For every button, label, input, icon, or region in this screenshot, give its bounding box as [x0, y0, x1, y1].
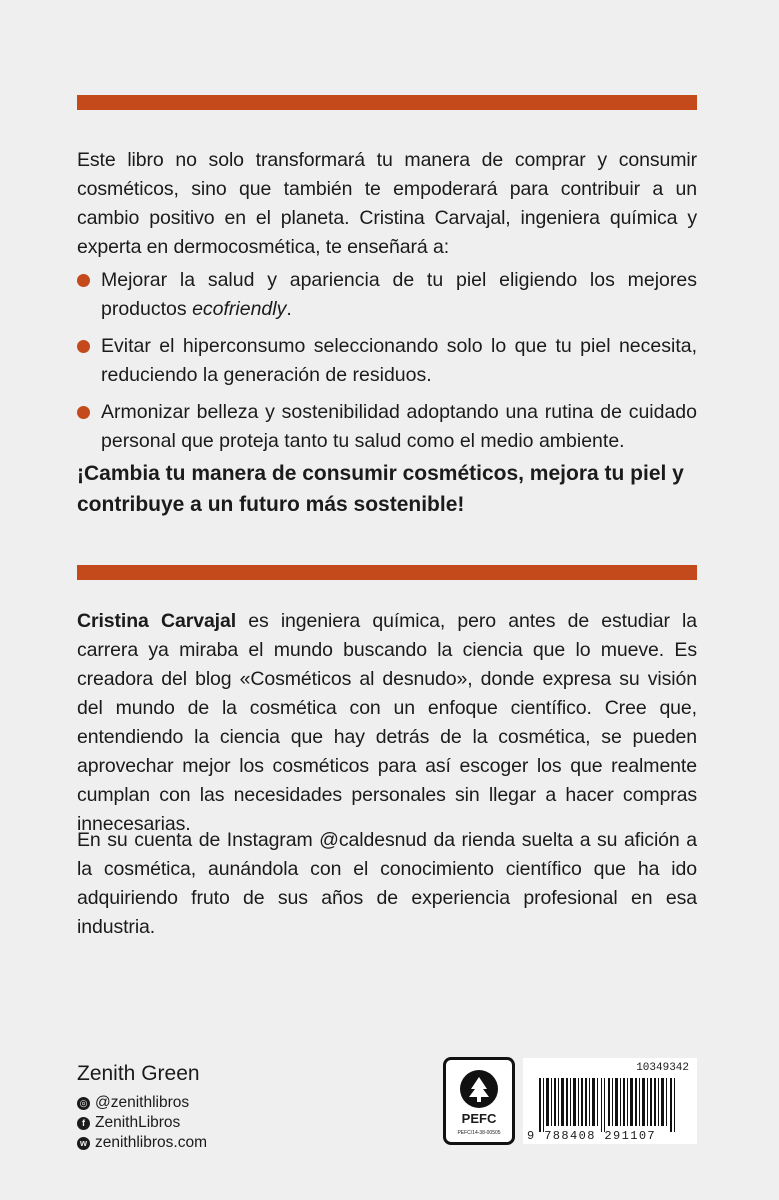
- author-name: Cristina Carvajal: [77, 610, 237, 632]
- barcode-internal-number: 10349342: [636, 1062, 689, 1074]
- intro-paragraph: Este libro no solo transformará tu manera de comprar y consumir cosméticos, sino que también te empoderará para contribuir a un cambio positivo en el planeta. Cristina Carvajal, ingeniera química y experta en dermocosmética, te enseñará a:: [77, 149, 697, 258]
- list-item: Mejorar la salud y apariencia de tu piel eligiendo los mejores productos ecofriendly.: [77, 266, 697, 324]
- pefc-certification-logo: [443, 1057, 515, 1145]
- web-icon: w: [77, 1137, 90, 1150]
- list-item: Armonizar belleza y sostenibilidad adoptando una rutina de cuidado personal que proteja tanto tu salud como el medio ambiente.: [77, 398, 697, 456]
- pefc-tree-icon: [460, 1070, 498, 1108]
- author-bio: Cristina Carvajal es ingeniera química, pero antes de estudiar la carrera ya miraba el mundo buscando la ciencia que lo mueve. Es creadora del blog «Cosméticos al desnudo», donde expresa su visión del mundo de la cosmética con un enfoque científico. Cree que, entendiendo la ciencia que hay detrás de la cosmética, se pueden aprovechar mejor los cosméticos para así escoger los que realmente cumplan con las necesidades personales sin llegar a hacer compras innecesarias.: [77, 610, 697, 835]
- pefc-code: PEFC/14-38-00505: [457, 1130, 501, 1136]
- instagram-icon: ◎: [77, 1097, 90, 1110]
- social-instagram[interactable]: ◎ @zenithlibros: [77, 1093, 207, 1113]
- list-item: Evitar el hiperconsumo seleccionando solo lo que tu piel necesita, reduciendo la generación de residuos.: [77, 332, 697, 390]
- callout-text: ¡Cambia tu manera de consumir cosméticos, mejora tu piel y contribuye a un futuro más sostenible!: [77, 462, 684, 516]
- bullet-dot-icon: [77, 406, 90, 419]
- top-orange-rule: [77, 95, 697, 110]
- bullet-dot-icon: [77, 340, 90, 353]
- social-facebook[interactable]: f ZenithLibros: [77, 1113, 207, 1133]
- publisher-name: Zenith Green: [77, 1062, 200, 1085]
- middle-orange-rule: [77, 565, 697, 580]
- pefc-label: PEFC: [461, 1111, 497, 1126]
- isbn-number: 9 788408 291107: [527, 1129, 657, 1143]
- facebook-icon: f: [77, 1117, 90, 1130]
- social-website[interactable]: w zenithlibros.com: [77, 1133, 207, 1153]
- benefits-list: [77, 266, 697, 464]
- isbn-barcode: [523, 1058, 697, 1144]
- bullet-dot-icon: [77, 274, 90, 287]
- publisher-social-links: [77, 1093, 207, 1153]
- author-bio-instagram: En su cuenta de Instagram @caldesnud da rienda suelta a su afición a la cosmética, aunándola con el conocimiento científico que ha ido adquiriendo fruto de sus años de experiencia profesional en esa industria.: [77, 829, 697, 938]
